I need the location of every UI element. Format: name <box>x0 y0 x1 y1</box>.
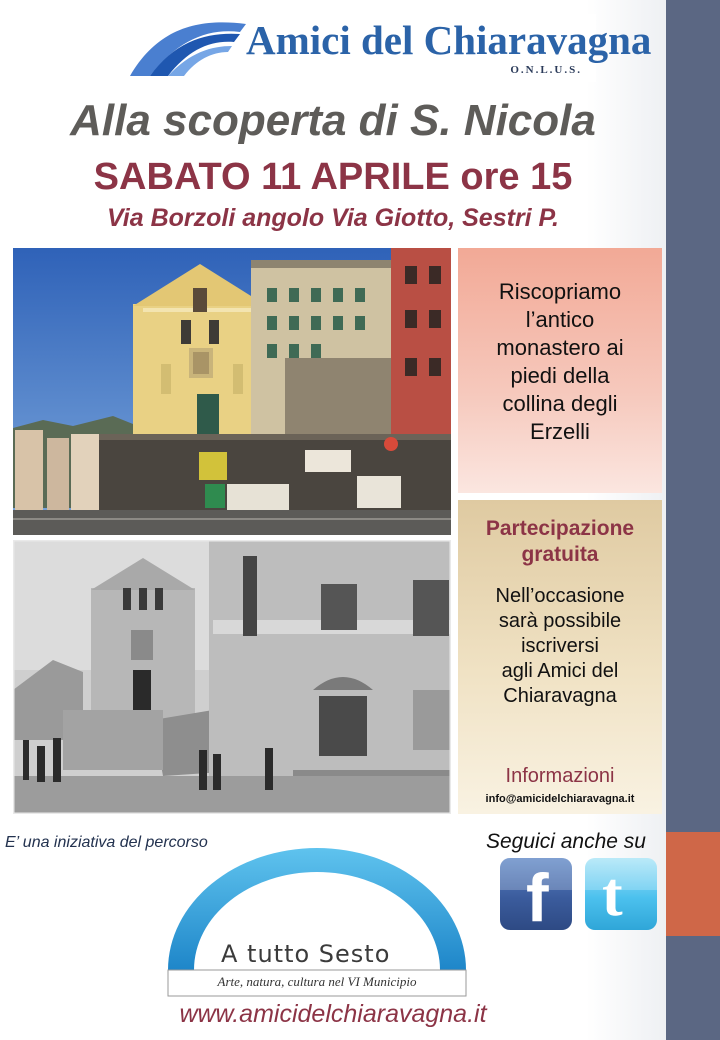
twitter-glyph: t <box>602 861 623 929</box>
participation-line: sarà possibile <box>498 610 622 632</box>
event-place: Via Borzoli angolo Via Giotto, Sestri P. <box>107 204 559 232</box>
description-line: Riscopriamo <box>498 279 622 304</box>
facebook-icon[interactable] <box>500 858 572 930</box>
decorative-side-accent <box>666 832 720 936</box>
description-text <box>458 278 662 446</box>
participation-heading-line: gratuita <box>521 543 599 566</box>
twitter-icon[interactable] <box>585 858 657 930</box>
participation-line: Nell’occasione <box>495 585 625 607</box>
participation-box <box>458 500 662 814</box>
participation-text <box>458 584 662 709</box>
church-photo-historic <box>13 540 451 814</box>
participation-heading-line: Partecipazione <box>485 517 635 540</box>
logo-onlus: O.N.L.U.S. <box>510 64 582 76</box>
description-line: l’antico <box>525 307 595 332</box>
association-logo <box>126 14 652 82</box>
participation-heading <box>458 516 662 568</box>
icon-gloss <box>500 858 572 890</box>
follow-label: Seguici anche su <box>486 830 646 853</box>
logo-name: Amici del Chiaravagna <box>246 17 652 63</box>
description-line: piedi della <box>510 363 610 388</box>
event-title: Alla scoperta di S. Nicola <box>70 96 596 145</box>
info-email-link[interactable]: info@amicidelchiaravagna.it <box>485 793 635 805</box>
website-link[interactable]: www.amicidelchiaravagna.it <box>179 1000 487 1028</box>
icon-gloss <box>585 858 657 890</box>
initiative-text: E’ una iniziativa del percorso <box>5 834 208 851</box>
event-date: SABATO 11 APRILE ore 15 <box>93 156 573 198</box>
participation-line: Chiaravagna <box>503 685 617 707</box>
info-label: Informazioni <box>505 765 615 787</box>
description-box <box>458 248 662 493</box>
church-photo-color <box>13 248 451 535</box>
description-line: Erzelli <box>530 419 590 444</box>
description-line: collina degli <box>502 391 618 416</box>
facebook-glyph: f <box>526 860 549 930</box>
description-line: monastero ai <box>496 335 624 360</box>
logo-wave-icon <box>128 18 263 78</box>
a-tutto-sesto-tagline: Arte, natura, cultura nel VI Municipio <box>217 974 417 989</box>
a-tutto-sesto-name: A tutto Sesto <box>221 940 391 968</box>
participation-line: iscriversi <box>521 635 599 657</box>
participation-line: agli Amici del <box>501 660 619 682</box>
